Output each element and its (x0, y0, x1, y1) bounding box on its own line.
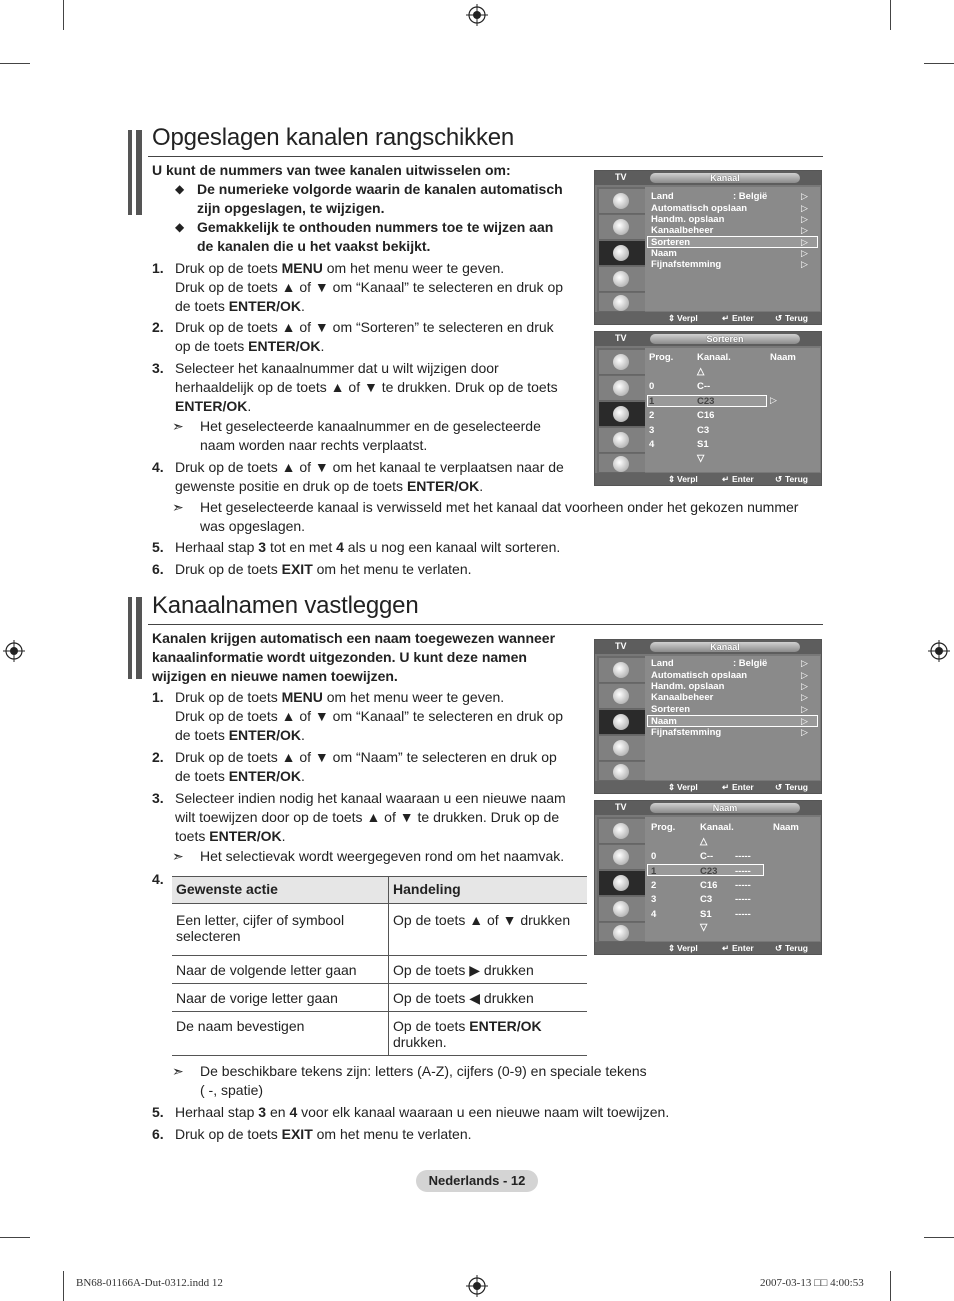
bullet-item: De numerieke volgorde waarin de kanalen automatisch zijn opgeslagen, te wijzigen. (197, 181, 563, 216)
osd-tab: Kanaal (650, 173, 800, 183)
osd-footer-enter: Enter (732, 782, 754, 792)
osd-prog: 4 (651, 909, 657, 920)
osd-footer (595, 781, 821, 793)
sound-icon (599, 376, 645, 401)
step-number: 1. (152, 689, 164, 705)
osd-menu-item[interactable]: Sorteren (651, 237, 691, 248)
picture-icon (599, 189, 645, 214)
table-cell: De naam bevestigen (172, 1012, 389, 1056)
osd-channel: C23 (697, 396, 715, 407)
arrow-right-icon: ▷ (801, 681, 808, 691)
imprint-file: BN68-01166A-Dut-0312.indd 12 (76, 1277, 223, 1289)
table-cell: Op de toets ◀ drukken (389, 984, 588, 1012)
section-bar (128, 597, 132, 679)
osd-prog: 1 (651, 866, 657, 877)
osd-footer-enter: Enter (732, 313, 754, 323)
step-text: Selecteer het kanaalnummer dat u wilt wijzigen door herhaaldelijk op de toets ▲ of ▼ te drukken. Druk op de toets ENTER/OK. (175, 360, 558, 414)
osd-menu-item[interactable]: Land (651, 658, 674, 669)
table-row (172, 904, 587, 956)
osd-col-header: Naam (770, 352, 796, 363)
osd-footer-move: Verpl (677, 782, 698, 792)
osd-sidebar (597, 817, 645, 943)
osd-menu-item[interactable]: Kanaalbeheer (651, 225, 714, 236)
diamond-bullet-icon: ◆ (175, 182, 185, 196)
arrow-right-icon: ▷ (801, 658, 808, 668)
input-icon (599, 454, 645, 473)
osd-main-area (645, 348, 820, 472)
osd-menu-item[interactable]: Fijnafstemming (651, 727, 722, 738)
table-cell: Op de toets ENTER/OK drukken. (389, 1012, 588, 1056)
picture-icon (599, 658, 645, 683)
osd-channel: S1 (697, 439, 709, 450)
step-number: 3. (152, 360, 164, 376)
osd-tv-label: TV (615, 172, 627, 182)
osd-prog: 0 (649, 381, 655, 392)
osd-naam-menu (594, 800, 822, 955)
table-cell: Op de toets ▶ drukken (389, 956, 588, 984)
note-arrow-icon: ➣ (172, 848, 184, 864)
osd-name: ----- (735, 866, 751, 877)
osd-footer (595, 473, 821, 485)
imprint-date: 2007-03-13 □□ 4:00:53 (760, 1277, 864, 1289)
osd-name: ----- (735, 909, 751, 920)
osd-name: ----- (735, 851, 751, 862)
input-icon (599, 762, 645, 781)
osd-channel: C3 (700, 894, 713, 905)
page-number-badge: Nederlands - 12 (416, 1170, 538, 1192)
step-number: 4. (152, 459, 164, 475)
section-bar (136, 597, 142, 679)
osd-menu-item[interactable]: Land (651, 191, 674, 202)
move-icon: ⇕ (668, 782, 676, 792)
osd-menu-item[interactable]: Fijnafstemming (651, 259, 722, 270)
arrow-right-icon: ▷ (801, 203, 808, 213)
back-icon: ↺ (775, 782, 783, 792)
osd-header (595, 332, 821, 346)
osd-header (595, 640, 821, 654)
osd-channel: S1 (700, 909, 712, 920)
arrow-right-icon: ▷ (801, 191, 808, 201)
enter-icon: ↵ (722, 943, 730, 953)
back-icon: ↺ (775, 943, 783, 953)
note-arrow-icon: ➣ (172, 499, 184, 515)
crop-mark (890, 0, 891, 30)
step-number: 6. (152, 561, 164, 577)
note-text: De beschikbare tekens zijn: letters (A-Z), cijfers (0-9) en speciale tekens ( -, spatie) (200, 1063, 647, 1098)
step-text: Druk op de toets MENU om het menu weer te geven. Druk op de toets ▲ of ▼ om “Kanaal” te selecteren en druk op de toets ENTER/OK. (175, 260, 564, 314)
osd-footer-back: Terug (785, 313, 808, 323)
osd-footer-back: Terug (785, 782, 808, 792)
setup-icon (599, 897, 645, 922)
crop-mark (924, 63, 954, 64)
osd-channel: C23 (700, 866, 718, 877)
enter-icon: ↵ (722, 782, 730, 792)
osd-name: ----- (735, 894, 751, 905)
table-row (172, 984, 587, 1012)
crop-mark (0, 1237, 30, 1238)
osd-main-area (645, 817, 820, 941)
crop-mark (63, 0, 64, 30)
osd-tv-label: TV (615, 802, 627, 812)
osd-channel: C16 (697, 410, 715, 421)
arrow-right-icon: ▷ (801, 692, 808, 702)
table-row (172, 956, 587, 984)
picture-icon (599, 819, 645, 844)
step-text: Selecteer indien nodig het kanaal waaraan u een nieuwe naam wilt toewijzen door op de toets ▲ of ▼ te drukken. Druk op de toets ENTER/OK. (175, 790, 566, 844)
osd-menu-value: : België (733, 191, 768, 202)
registration-mark-icon (928, 640, 950, 662)
registration-mark-icon (3, 640, 25, 662)
enter-icon: ↵ (722, 474, 730, 484)
osd-sorteren-menu (594, 331, 822, 486)
crop-mark (890, 1271, 891, 1301)
osd-prog: 1 (649, 396, 655, 407)
arrow-right-icon: ▷ (801, 670, 808, 680)
table-cell: Een letter, cijfer of symbool selecteren (172, 904, 389, 956)
arrow-right-icon: ▷ (801, 225, 808, 235)
move-icon: ⇕ (668, 313, 676, 323)
step-number: 6. (152, 1126, 164, 1142)
section-rule (148, 156, 823, 157)
arrow-right-icon: ▷ (801, 214, 808, 224)
step-number: 3. (152, 790, 164, 806)
diamond-bullet-icon: ◆ (175, 220, 185, 234)
setup-icon (599, 428, 645, 453)
crop-mark (0, 63, 30, 64)
osd-footer-move: Verpl (677, 474, 698, 484)
osd-tab: Kanaal (650, 642, 800, 652)
move-icon: ⇕ (668, 474, 676, 484)
osd-channel: C3 (697, 425, 710, 436)
arrow-up-icon: △ (697, 366, 705, 377)
osd-channel: C16 (700, 880, 718, 891)
picture-icon (599, 350, 645, 375)
arrow-right-icon: ▷ (801, 704, 808, 714)
section-intro: U kunt de nummers van twee kanalen uitwisselen om: (152, 162, 511, 178)
channel-icon (599, 241, 645, 266)
osd-prog: 3 (649, 425, 655, 436)
channel-icon (599, 402, 645, 427)
arrow-down-icon: ▽ (697, 453, 705, 464)
osd-menu-item[interactable]: Handm. opslaan (651, 681, 725, 692)
osd-tab: Sorteren (650, 334, 800, 344)
registration-mark-icon (466, 1275, 488, 1297)
osd-name: ----- (735, 880, 751, 891)
back-icon: ↺ (775, 474, 783, 484)
arrow-right-icon: ▷ (801, 248, 808, 258)
osd-footer-move: Verpl (677, 943, 698, 953)
osd-channel: C-- (700, 851, 714, 862)
crop-mark (63, 1271, 64, 1301)
osd-col-header: Prog. (649, 352, 674, 363)
step-text: Druk op de toets ▲ of ▼ om “Sorteren” te selecteren en druk op de toets ENTER/OK. (175, 319, 554, 354)
osd-footer-enter: Enter (732, 474, 754, 484)
note-arrow-icon: ➣ (172, 418, 184, 434)
arrow-right-icon: ▷ (801, 259, 808, 269)
osd-col-header: Kanaal. (697, 352, 731, 363)
step-number: 4. (152, 871, 164, 887)
step-text: Herhaal stap 3 en 4 voor elk kanaal waaraan u een nieuwe naam wilt toewijzen. (175, 1104, 670, 1120)
osd-prog: 0 (651, 851, 657, 862)
table-cell: Naar de vorige letter gaan (172, 984, 389, 1012)
osd-col-header: Kanaal. (700, 822, 734, 833)
registration-mark-icon (466, 4, 488, 26)
table-cell: Naar de volgende letter gaan (172, 956, 389, 984)
osd-menu-item[interactable]: Sorteren (651, 704, 691, 715)
osd-menu-item[interactable]: Kanaalbeheer (651, 692, 714, 703)
osd-footer-back: Terug (785, 474, 808, 484)
section-bar (128, 130, 132, 215)
channel-icon (599, 871, 645, 896)
step-text: Druk op de toets EXIT om het menu te verlaten. (175, 1126, 472, 1142)
osd-footer (595, 312, 821, 324)
osd-menu-item[interactable]: Handm. opslaan (651, 214, 725, 225)
osd-tv-label: TV (615, 641, 627, 651)
osd-prog: 2 (649, 410, 655, 421)
sound-icon (599, 215, 645, 240)
arrow-right-icon: ▷ (801, 237, 808, 247)
arrow-down-icon: ▽ (700, 922, 708, 933)
osd-footer-back: Terug (785, 943, 808, 953)
osd-menu-item[interactable]: Naam (651, 716, 677, 727)
osd-footer (595, 942, 821, 954)
step-number: 2. (152, 749, 164, 765)
back-icon: ↺ (775, 313, 783, 323)
step-text: Herhaal stap 3 tot en met 4 als u nog een kanaal wilt sorteren. (175, 539, 561, 555)
section-intro: Kanalen krijgen automatisch een naam toegewezen wanneer kanaalinformatie wordt uitgezonden. U kunt deze namen wijzigen en nieuwe namen toewijzen. (152, 630, 556, 684)
osd-menu-item[interactable]: Naam (651, 248, 677, 259)
arrow-right-icon: ▷ (801, 716, 808, 726)
table-row (172, 1012, 587, 1056)
step-number: 5. (152, 539, 164, 555)
osd-tv-label: TV (615, 333, 627, 343)
note-text: Het selectievak wordt weergegeven rond om het naamvak. (200, 848, 565, 864)
osd-channel: C-- (697, 381, 711, 392)
osd-kanaal-menu (594, 170, 822, 325)
step-text: Druk op de toets MENU om het menu weer te geven. Druk op de toets ▲ of ▼ om “Kanaal” te selecteren en druk op de toets ENTER/OK. (175, 689, 564, 743)
osd-footer-move: Verpl (677, 313, 698, 323)
step-text: Druk op de toets ▲ of ▼ om het kanaal te verplaatsen naar de gewenste positie en druk op de toets ENTER/OK. (175, 459, 564, 494)
osd-menu-item[interactable]: Automatisch opslaan (651, 203, 748, 214)
osd-sidebar (597, 187, 645, 313)
osd-sidebar (597, 656, 645, 782)
input-icon (599, 923, 645, 942)
setup-icon (599, 267, 645, 292)
osd-tab: Naam (650, 803, 800, 813)
table-cell: Op de toets ▲ of ▼ drukken (389, 904, 588, 956)
osd-prog: 4 (649, 439, 655, 450)
osd-col-header: Naam (773, 822, 799, 833)
section-bar (136, 130, 142, 215)
move-icon: ⇕ (668, 943, 676, 953)
table-header-row (172, 877, 587, 904)
enter-icon: ↵ (722, 313, 730, 323)
osd-col-header: Prog. (651, 822, 676, 833)
osd-header (595, 171, 821, 185)
setup-icon (599, 736, 645, 761)
bullet-item: Gemakkelijk te onthouden nummers toe te wijzen aan de kanalen die u het vaakst bekijkt. (197, 219, 554, 254)
arrow-up-icon: △ (700, 836, 708, 847)
table-header: Gewenste actie (172, 877, 389, 904)
osd-header (595, 801, 821, 815)
input-icon (599, 293, 645, 312)
step-text: Druk op de toets EXIT om het menu te verlaten. (175, 561, 472, 577)
note-text: Het geselecteerde kanaal is verwisseld met het kanaal dat voorheen onder het gekozen nummer was opgeslagen. (200, 499, 799, 534)
note-arrow-icon: ➣ (172, 1063, 184, 1079)
osd-sidebar (597, 348, 645, 474)
section-title: Opgeslagen kanalen rangschikken (152, 124, 515, 151)
osd-footer-enter: Enter (732, 943, 754, 953)
sound-icon (599, 684, 645, 709)
arrow-right-icon: ▷ (801, 727, 808, 737)
crop-mark (924, 1237, 954, 1238)
osd-kanaal-menu (594, 639, 822, 794)
osd-prog: 2 (651, 880, 657, 891)
table-header: Handeling (389, 877, 588, 904)
note-text: Het geselecteerde kanaalnummer en de geselecteerde naam worden naar rechts verplaatst. (200, 418, 541, 453)
step-text: Druk op de toets ▲ of ▼ om “Naam” te selecteren en druk op de toets ENTER/OK. (175, 749, 557, 784)
arrow-right-icon: ▷ (770, 395, 777, 405)
step-number: 1. (152, 260, 164, 276)
step-number: 5. (152, 1104, 164, 1120)
osd-menu-value: : België (733, 658, 768, 669)
osd-menu-item[interactable]: Automatisch opslaan (651, 670, 748, 681)
section-title: Kanaalnamen vastleggen (152, 592, 419, 619)
channel-icon (599, 710, 645, 735)
action-table (172, 876, 587, 1056)
step-number: 2. (152, 319, 164, 335)
section-rule (148, 624, 823, 625)
osd-prog: 3 (651, 894, 657, 905)
sound-icon (599, 845, 645, 870)
